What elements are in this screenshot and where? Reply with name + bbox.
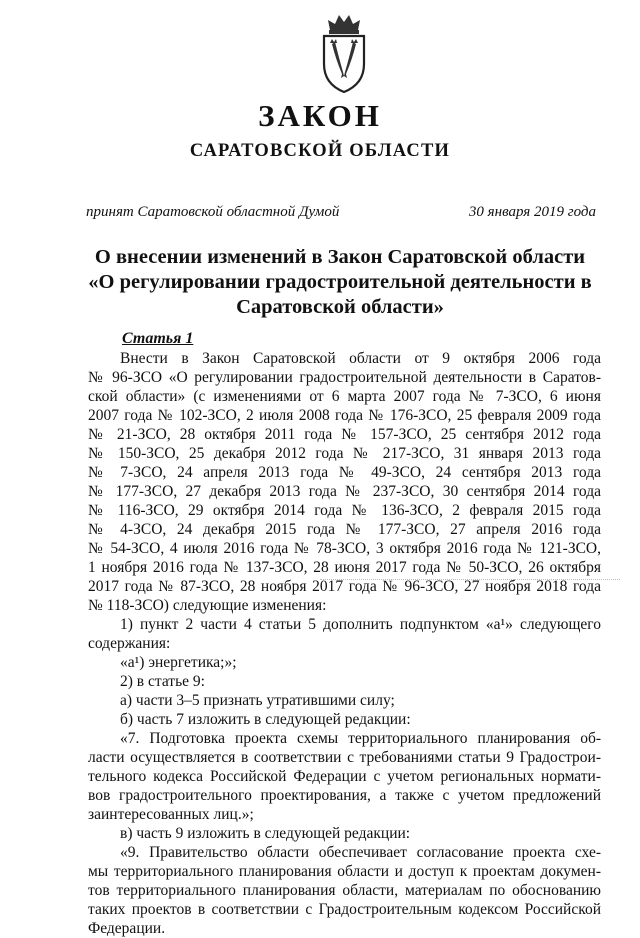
body-line: тов территориального планирования области, материалам по обоснованию: [88, 882, 601, 899]
adoption-date: 30 января 2019 года: [468, 204, 596, 220]
body-line: мы территориального планирования области и доступ к проектам докумен-: [88, 863, 601, 880]
article-title: Статья 1: [122, 330, 194, 347]
saratov-coat-of-arms-icon: [318, 12, 370, 94]
heading-line: Саратовской области»: [236, 296, 444, 318]
body-line: заинтересованных лиц.»;: [88, 806, 254, 823]
body-line: ской области» (с изменениями от 6 марта 2007 года № 7-ЗСО, 6 июня: [88, 388, 601, 405]
body-line: № 177-ЗСО, 27 декабря 2013 года № 237-ЗСО, 30 сентября 2014 года: [88, 483, 601, 500]
body-line: «7. Подготовка проекта схемы территориального планирования об-: [120, 730, 601, 747]
body-line: 2007 года № 102-ЗСО, 2 июля 2008 года № 176-ЗСО, 25 февраля 2009 года: [88, 407, 601, 424]
body-line: 1) пункт 2 части 4 статьи 5 дополнить подпунктом «а¹» следующего: [120, 616, 601, 633]
body-line: Федерации.: [88, 920, 166, 937]
body-line: Внести в Закон Саратовской области от 9 октября 2006 года: [120, 350, 601, 367]
body-line: в) часть 9 изложить в следующей редакции:: [120, 825, 411, 842]
article-body: [88, 349, 601, 938]
heading-line: О внесении изменений в Закон Саратовской области: [94, 246, 586, 268]
body-line: тельного кодекса Российской Федерации с учетом региональных нормати-: [88, 768, 601, 785]
body-line: № 54-ЗСО, 4 июля 2016 года № 78-ЗСО, 3 октября 2016 года № 121-ЗСО,: [88, 540, 601, 557]
body-line: 2017 года № 87-ЗСО, 28 ноября 2017 года № 96-ЗСО, 27 ноября 2018 года: [88, 578, 601, 595]
adopted-by-text: принят Саратовской областной Думой: [86, 204, 340, 220]
body-line: № 118-ЗСО) следующие изменения:: [88, 597, 327, 614]
body-line: 2) в статье 9:: [120, 673, 205, 690]
body-line: № 150-ЗСО, 25 декабря 2012 года № 217-ЗСО, 31 января 2013 года: [88, 445, 601, 462]
law-title: ЗАКОН: [258, 98, 382, 133]
document-heading: [60, 245, 620, 320]
body-line: 1 ноября 2016 года № 137-ЗСО, 28 июня 2017 года № 50-ЗСО, 26 октября: [88, 559, 601, 576]
law-subtitle: САРАТОВСКОЙ ОБЛАСТИ: [189, 141, 451, 161]
body-line: б) часть 7 изложить в следующей редакции:: [120, 711, 411, 728]
body-line: «а¹) энергетика;»;: [120, 654, 237, 671]
body-line: № 116-ЗСО, 29 октября 2014 года № 136-ЗСО, 2 февраля 2015 года: [88, 502, 601, 519]
body-line: № 4-ЗСО, 24 декабря 2015 года № 177-ЗСО, 27 апреля 2016 года: [88, 521, 601, 538]
body-line: «9. Правительство области обеспечивает согласование проекта схе-: [120, 844, 601, 861]
body-line: № 7-ЗСО, 24 апреля 2013 года № 49-ЗСО, 24 сентября 2013 года: [88, 464, 601, 481]
body-line: а) части 3–5 признать утратившими силу;: [120, 692, 395, 709]
body-line: вов градостроительного проектирования, а также с учетом предложений: [88, 787, 601, 804]
body-line: № 21-ЗСО, 28 октября 2011 года № 157-ЗСО, 25 сентября 2012 года: [88, 426, 601, 443]
body-line: содержания:: [88, 635, 171, 652]
body-line: ласти осуществляется в соответствии с требованиями статьи 9 Градострои-: [88, 749, 601, 766]
body-line: таких проектов в соответствии с Градостроительным кодексом Российской: [88, 901, 601, 918]
heading-line: «О регулировании градостроительной деятельности в: [88, 271, 592, 293]
body-line: № 96-ЗСО «О регулировании градостроительной деятельности в Саратов-: [88, 369, 601, 386]
